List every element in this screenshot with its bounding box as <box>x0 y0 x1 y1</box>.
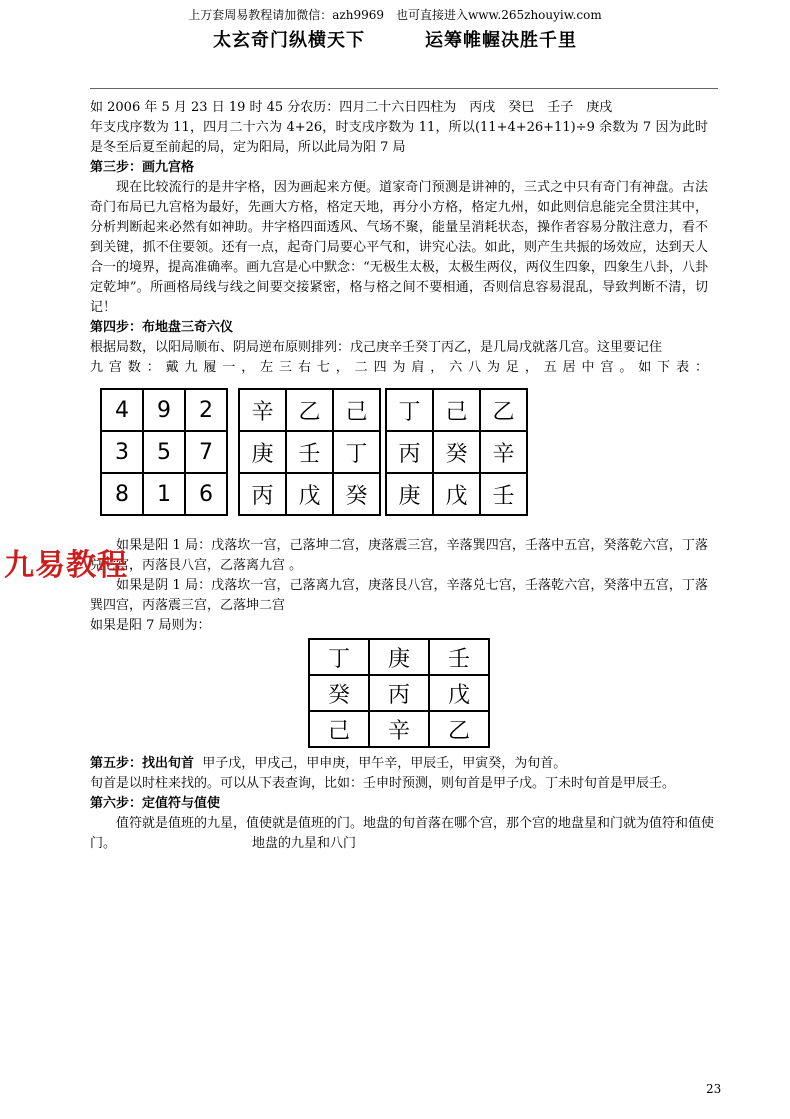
grid-cell: 乙 <box>429 711 489 747</box>
step6-paragraph: 值符就是值班的九星，值使就是值班的门。地盘的旬首落在哪个宫，那个宫的地盘星和门就为值符和值使门。 <box>90 816 715 851</box>
grid-cell: 己 <box>333 389 380 431</box>
step4-line-2: 九 宫 数 ： 戴 九 履 一 ， 左 三 右 七 ， 二 四 为 肩 ， 六 八 为 足 ， 五 居 中 宫 。 如 下 表 ： <box>90 360 708 375</box>
grid-cell: 戊 <box>286 473 333 515</box>
watermark-logo: 九易教程 <box>4 548 128 583</box>
step5-line <box>90 754 708 774</box>
example-paragraph: 年支戌序数为 11，四月二十六为 4+26，时支戌序数为 11，所以(11+4+26+11)÷9 余数为 7 因为此时是冬至后夏至前起的局，定为阳局，所以此局为阳 7 局 <box>90 120 708 155</box>
grid-cell: 壬 <box>480 473 527 515</box>
yang7-stem-grid <box>308 638 490 748</box>
grid-cell: 丁 <box>309 639 369 675</box>
grid-cell: 丙 <box>369 675 429 711</box>
step5-paragraph: 旬首是以时柱来找的。可以从下表查询，比如：壬申时预测，则旬首是甲子戊。丁未时旬首是甲辰壬。 <box>90 776 676 791</box>
grid-cell: 庚 <box>239 431 286 473</box>
grid-cell: 1 <box>143 473 185 515</box>
yang1-stem-grid <box>238 388 381 516</box>
grid-cell: 壬 <box>429 639 489 675</box>
grid-cell: 癸 <box>333 473 380 515</box>
header-note: 上万套周易教程请加微信：azh9969 也可直接进入www.265zhouyiw.com <box>188 8 602 22</box>
grid-cell: 丙 <box>239 473 286 515</box>
grid-cell: 壬 <box>286 431 333 473</box>
step3-heading: 第三步：画九宫格 <box>90 160 195 175</box>
grid-cell: 丁 <box>333 431 380 473</box>
grid-cell: 乙 <box>286 389 333 431</box>
grid-cell: 3 <box>101 431 143 473</box>
grid-cell: 4 <box>101 389 143 431</box>
grid-cell: 辛 <box>369 711 429 747</box>
nine-palace-number-grid <box>100 388 228 516</box>
header-title <box>0 26 790 52</box>
grid-cell: 庚 <box>386 473 433 515</box>
header-rule <box>90 88 718 89</box>
grid-cell: 癸 <box>309 675 369 711</box>
grid-cell: 己 <box>309 711 369 747</box>
yang1-paragraph: 如果是阳 1 局：戊落坎一宫，己落坤二宫，庚落震三宫，辛落巽四宫，壬落中五宫，癸落乾六宫，丁落兑七宫，丙落艮八宫，乙落离九宫 。 <box>90 538 708 573</box>
grid-cell: 己 <box>433 389 480 431</box>
grid-cell: 8 <box>101 473 143 515</box>
step4-line-1: 根据局数，以阳局顺布、阴局逆布原则排列：戊己庚辛壬癸丁丙乙，是几局戊就落几宫。这里要记住 <box>90 340 663 355</box>
step6-heading: 第六步：定值符与值使 <box>90 796 221 811</box>
grid-cell: 丙 <box>386 431 433 473</box>
step4-heading: 第四步：布地盘三奇六仪 <box>90 320 234 335</box>
yin1-paragraph: 如果是阴 1 局：戊落坎一宫，己落离九宫，庚落艮八宫，辛落兑七宫，壬落乾六宫，癸落中五宫，丁落巽四宫，丙落震三宫，乙落坤二宫 <box>90 578 708 613</box>
step6-tail: 地盘的九星和八门 <box>252 836 357 851</box>
grid-cell: 戊 <box>429 675 489 711</box>
step5-heading: 第五步：找出旬首 <box>90 756 195 771</box>
step3-paragraph: 现在比较流行的是井字格，因为画起来方便。道家奇门预测是讲神的，三式之中只有奇门有神盘。古法奇门布局已九宫格为最好，先画大方格，格定天地，再分小方格，格定九州，如此则信息能完全贯注其中，分析判断起来必然有如神助。井字格四面透风、气场不聚，能量呈消耗状态，操作者容易分散注意力，看不到关键，抓不住要领。还有一点，起奇门局要心平气和，讲究心法。如此，则产生共振的场效应，达到天人合一的境界，提高准确率。画九宫是心中默念：“无极生太极，太极生两仪，两仪生四象，四象生八卦，八卦定乾坤”。所画格局线与线之间要交接紧密，格与格之间不要相通，否则信息容易混乱，导致判断不清，切记！ <box>90 180 708 315</box>
step5-inline: 甲子戊，甲戌己，甲申庚，甲午辛，甲辰壬，甲寅癸，为旬首。 <box>202 756 567 771</box>
page-number: 23 <box>706 1082 722 1096</box>
grid-cell: 庚 <box>369 639 429 675</box>
yin1-stem-grid <box>385 388 528 516</box>
header-title-right: 运筹帷幄决胜千里 <box>425 30 577 51</box>
grid-cell: 丁 <box>386 389 433 431</box>
grid-cell: 6 <box>185 473 227 515</box>
grid-cell: 癸 <box>433 431 480 473</box>
grid-cell: 乙 <box>480 389 527 431</box>
grid-cell: 9 <box>143 389 185 431</box>
grid-cell: 辛 <box>480 431 527 473</box>
grid-cell: 7 <box>185 431 227 473</box>
grid-cell: 2 <box>185 389 227 431</box>
grid-cell: 辛 <box>239 389 286 431</box>
yang7-intro: 如果是阳 7 局则为： <box>90 618 211 633</box>
example-line-1: 如 2006 年 5 月 23 日 19 时 45 分农历：四月二十六日四柱为 丙戌 癸巳 壬子 庚戌 <box>90 100 613 115</box>
header-title-left: 太玄奇门纵横天下 <box>213 30 365 51</box>
grid-cell: 5 <box>143 431 185 473</box>
grid-cell: 戊 <box>433 473 480 515</box>
